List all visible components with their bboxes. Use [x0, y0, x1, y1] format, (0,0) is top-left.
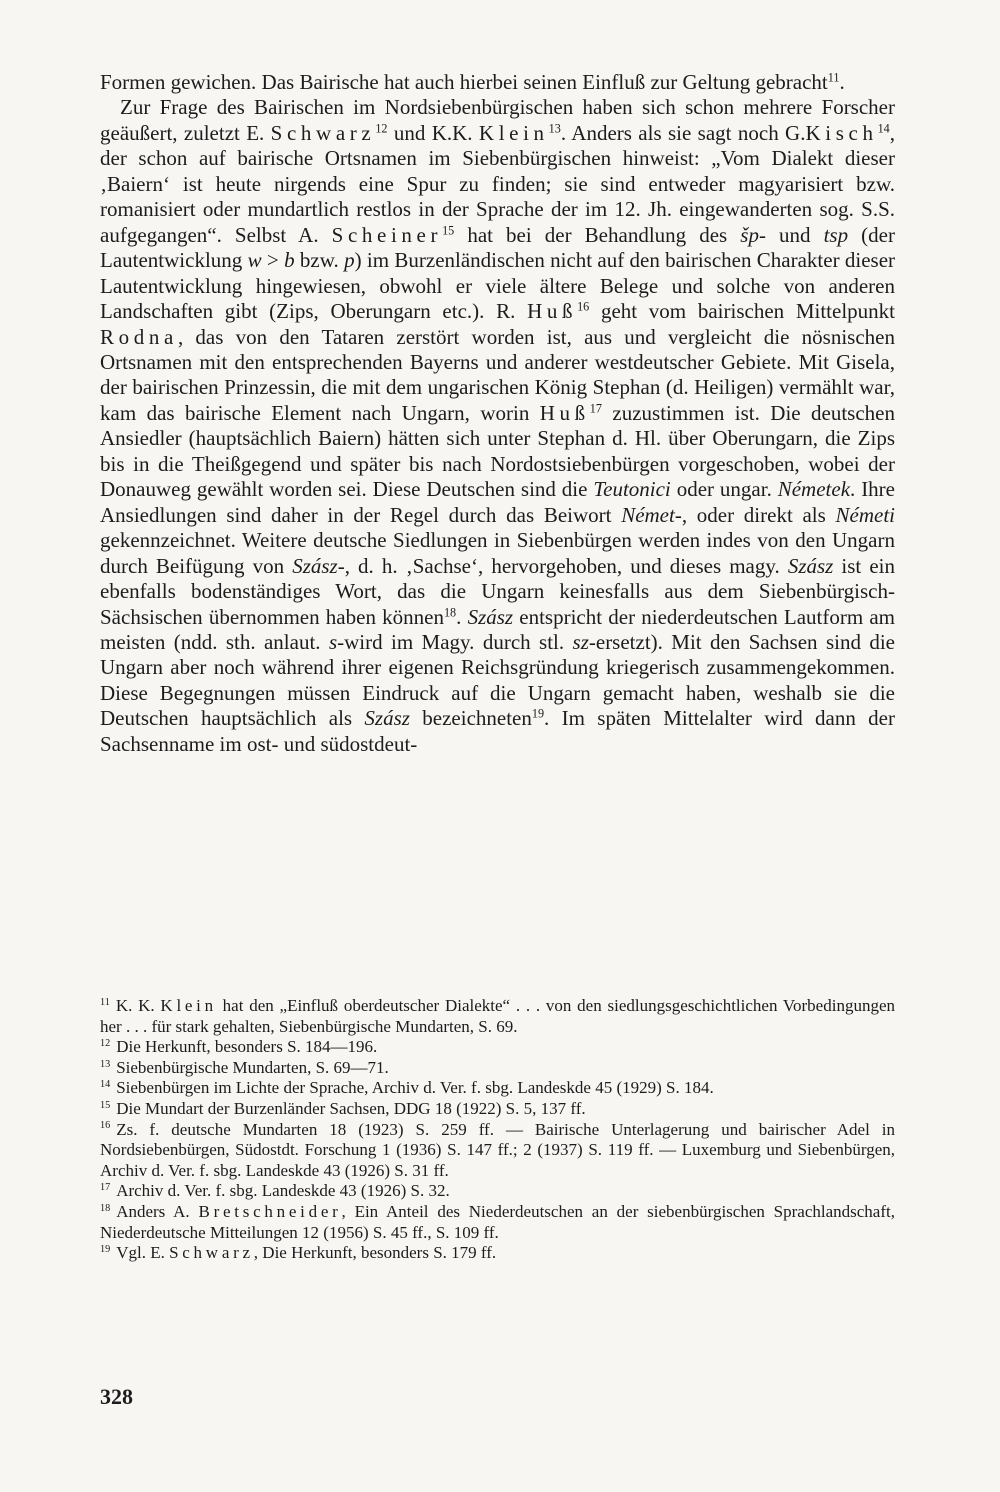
footnote-18: $^{18}$ Anders A. Bretschneider, Ein Anteil des Niederdeutschen an der siebenbürgischen Sprachlandschaft, Niederdeutsche Mitteilungen 12 (1956) S. 45 ff., S. 109 ff.: [100, 1201, 895, 1242]
footnote-number: 11: [100, 996, 110, 1008]
footnote-19: $^{19}$ Vgl. E. Schwarz, Die Herkunft, besonders S. 179 ff.: [100, 1243, 497, 1263]
footnote-16: $^{16}$ Zs. f. deutsche Mundarten 18 (1923) S. 259 ff. — Bairische Unterlagerung und bairischer Adel in Nordsiebenbürgen, Südostdt. Forschung 1 (1936) S. 147 ff.; 2 (1937) S. 119 ff. — Luxemburg und Siebenbürgen, Archiv d. Ver. f. sbg. Landeskde 43 (1926) S. 31 ff.: [100, 1119, 895, 1180]
body-paragraph: Formen gewichen. Das Bairische hat auch hierbei seinen Einfluß zur Geltung gebracht$^{11}$.: [100, 70, 845, 94]
footnote-15: $^{15}$ Die Mundart der Burzenländer Sachsen, DDG 18 (1922) S. 5, 137 ff.: [100, 1098, 586, 1118]
footnote-number: 16: [100, 1120, 111, 1132]
footnote-13: $^{13}$ Siebenbürgische Mundarten, S. 69—71.: [100, 1057, 389, 1077]
footnote-number: 12: [100, 1038, 111, 1050]
footnote-number: 13: [100, 1058, 111, 1070]
footnotes: [100, 996, 895, 1264]
footnote-number: 15: [100, 1099, 111, 1111]
page-number: 328: [100, 1384, 133, 1409]
footnote-11: $^{11}$ K. K. Klein hat den „Einfluß oberdeutscher Dialekte“ . . . von den siedlungsgeschichtlichen Vorbedingungen her . . . für stark gehalten, Siebenbürgische Mundarten, S. 69.: [100, 996, 895, 1036]
footnote-number: 19: [100, 1244, 111, 1256]
body-text: Formen gewichen. Das Bairische hat auch hierbei seinen Einfluß zur Geltung gebracht$^{11}$. Zur Frage des Bairischen im Nordsiebenbürgischen haben sich schon mehrere Forscher geäußert, zuletzt E. Schwarz$^{12}$ und K.K. Klein$^{13}$. Anders als sie sagt noch G.Kisch$^{14}$, der schon auf bairische Ortsnamen im Siebenbürgischen hinweist: „Vom Dialekt dieser ‚Baiern‘ ist heute nirgends eine Spur zu finden; sie sind entweder magyarisiert bzw. romanisiert oder mundartlich restlos in der Sprache der im 12. Jh. eingewanderten sog. S.S. aufgegangen“. Selbst A. Scheiner$^{15}$ hat bei der Behandlung des šp- und tsp (der Lautentwicklung w > b bzw. p) im Burzenländischen nicht auf den bairischen Charakter dieser Lautentwicklung hingewiesen, obwohl er viele ältere Belege und solche von anderen Landschaften gibt (Zips, Oberungarn etc.). R. Huß$^{16}$ geht vom bairischen Mittelpunkt Rodna, das von den Tataren zerstört worden ist, aus und vergleicht die nösnischen Ortsnamen mit den entsprechenden Bayerns und anderer westdeutscher Gebiete. Mit Gisela, der bairischen Prinzessin, die mit dem ungarischen König Stephan (d. Heiligen) vermählt war, kam das bairische Element nach Ungarn, worin Huß$^{17}$ zuzustimmen ist. Die deutschen Ansiedler (hauptsächlich Baiern) hätten sich unter Stephan d. Hl. über Oberungarn, die Zips bis in die Theißgegend und später bis nach Nordostsiebenbürgen vorgeschoben, wobei der Donauweg gewählt worden sei. Diese Deutschen sind die Teutonici oder ungar. Németek. Ihre Ansiedlungen sind daher in der Regel durch das Beiwort Német-, oder direkt als Németi gekennzeichnet. Weitere deutsche Siedlungen in Siebenbürgen werden indes von den Ungarn durch Beifügung von Szász-, d. h. ‚Sachse‘, hervorgehoben, und dieses magy. Szász ist ein ebenfalls bodenständiges Wort, das die Ungarn keinesfalls aus dem Siebenbürgisch-Sächsischen übernommen haben können$^{18}$. Szász entspricht der niederdeutschen Lautform am meisten (ndd. sth. anlaut. s-wird im Magy. durch stl. sz-ersetzt). Mit den Sachsen sind die Ungarn aber noch während ihrer eigenen Reichsgründung kriegerisch zusammengekommen. Diese Begegnungen müssen Eindruck auf die Ungarn gemacht haben, weshalb sie die Deutschen hauptsächlich als Szász bezeichneten$^{19}$. Im späten Mittelalter wird dann der Sachsenname im ost- und südostdeut-: [100, 70, 896, 756]
footnote-14: $^{14}$ Siebenbürgen im Lichte der Sprache, Archiv d. Ver. f. sbg. Landeskde 45 (1929) S. 184.: [100, 1078, 714, 1098]
footnote-17: $^{17}$ Archiv d. Ver. f. sbg. Landeskde 43 (1926) S. 32.: [100, 1181, 450, 1201]
footnote-12: $^{12}$ Die Herkunft, besonders S. 184—196.: [100, 1037, 378, 1057]
footnote-number: 17: [100, 1182, 111, 1194]
footnote-number: 18: [100, 1202, 111, 1214]
footnote-number: 14: [100, 1079, 111, 1091]
